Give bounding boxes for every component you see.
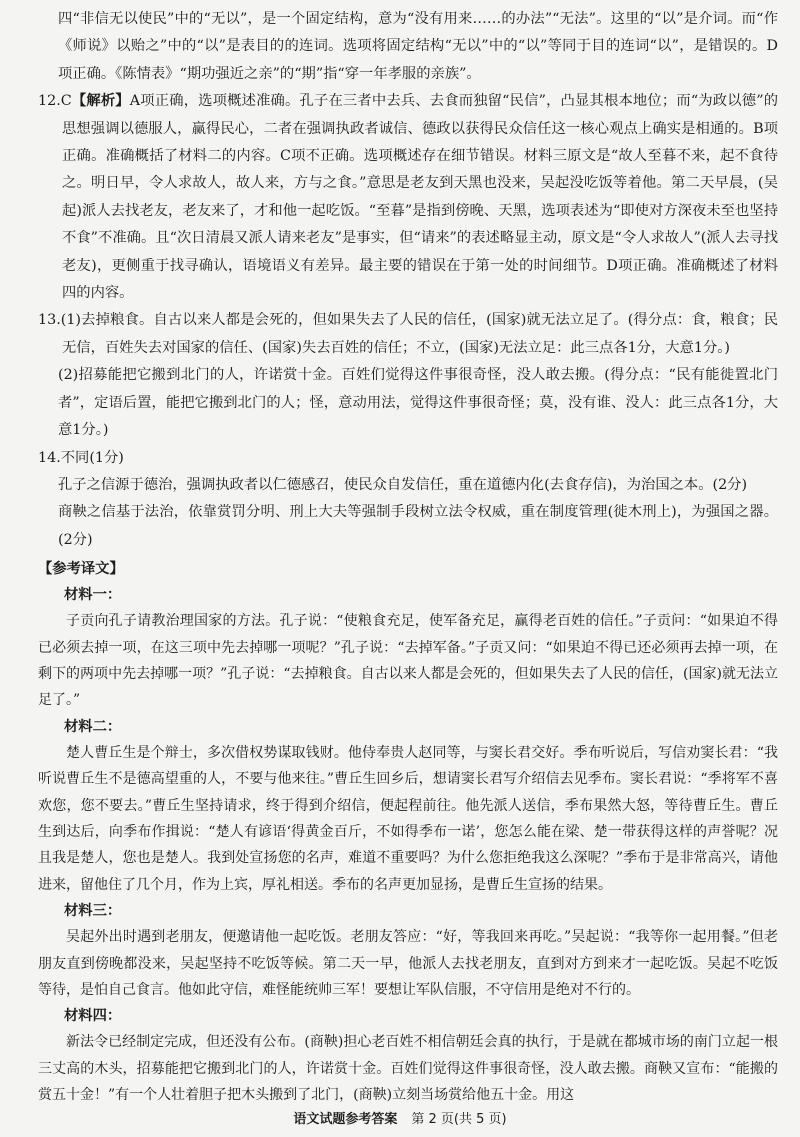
material-2-text: 楚人曹丘生是个辩士，多次借权势谋取钱财。他侍奉贵人赵同等，与窦长君交好。季布听说后，写信劝窦长君：“我听说曹丘生不是德高望重的人，不要与他来往。”曹丘生回乡后，想请窦长君写介绍信去见季布。窦长君说：“季将军不喜欢您，您不要去。”曹丘生坚持请求，终于得到介绍信，便起程前往。他先派人送信，季布果然大怒，等待曹丘生。曹丘生到达后，向季布作揖说：“楚人有谚语‘得黄金百斤，不如得季布一诺’，您怎么能在梁、楚一带获得这样的声誉呢？况且我是楚人，您也是楚人。我到处宣扬您的名声，难道不重要吗？为什么您拒绝我这么深呢？”季布于是非常高兴，请他进来，留他住了几个月，作为上宾，厚礼相送。季布的名声更加显扬，是曹丘生宣扬的结果。 <box>38 744 778 893</box>
answer-14-confucius: 孔子之信源于德治，强调执政者以仁德感召，使民众自发信任，重在道德内化(去食存信)，为治国之本。(2分) <box>58 476 748 493</box>
answer-14-shangyang: 商鞅之信基于法治，依靠赏罚分明、刑上大夫等强制手段树立法令权威，重在制度管理(徙木刑上)，为强国之器。(2分) <box>58 504 778 548</box>
answer-14: 14.不同(1分) <box>38 449 124 466</box>
page-number: 第 2 页(共 5 页) <box>411 1112 507 1127</box>
material-4-title: 材料四： <box>64 1008 122 1025</box>
answer-12 <box>38 88 778 307</box>
material-1-title: 材料一： <box>64 587 122 604</box>
material-3-title: 材料三： <box>64 903 122 920</box>
footer-title: 语文试题参考答案 <box>293 1112 398 1127</box>
answer-content <box>38 6 778 1109</box>
answer-12-text: A项正确，选项概述准确。孔子在三者中去兵、去食而独留“民信”，凸显其根本地位；而“为政以德”的思想强调以德服人，赢得民心，二者在强调执政者诚信、德政以获得民众信任这一核心观点上确实是相通的。B项正确。准确概括了材料二的内容。C项不正确。选项概述存在细节错误。材料三原文是“故人至暮不来，起不食待之。明日早，令人求故人，故人来，方与之食。”意思是老友到天黑也没来，吴起没吃饭等着他。第二天早晨，(吴起)派人去找老友，老友来了，才和他一起吃饭。“至暮”是指到傍晚、天黑，选项表述为“即使对方深夜未至也坚持不食”不准确。且“次日清晨又派人请来老友”是事实，但“请来”的表述略显主动，原文是“令人求故人”(派人去寻找老友)，更侧重于找寻确认，语境语义有差异。最主要的错误在于第一处的时间细节。D项正确。准确概述了材料四的内容。 <box>62 93 779 302</box>
material-2-title: 材料二： <box>64 718 122 735</box>
material-3-text: 吴起外出时遇到老朋友，便邀请他一起吃饭。老朋友答应：“好，等我回来再吃。”吴起说：“我等你一起用餐。”但老朋友直到傍晚都没来，吴起坚持不吃饭等候。第二天一早，他派人去找老朋友，直到对方到来才一起吃饭。吴起不吃饭等待，是怕自己食言。他如此守信，难怪能统帅三军！要想让军队信服，不守信用是绝对不行的。 <box>38 929 778 998</box>
material-4-text: 新法令已经制定完成，但还没有公布。(商鞅)担心老百姓不相信朝廷会真的执行，于是就在都城市场的南门立起一根三丈高的木头，招募能把它搬到北门的人，许诺赏十金。百姓们觉得这件事很奇怪，没人敢去搬。商鞅又宣布：“能搬的赏五十金！”有一个人壮着胆子把木头搬到了北门，(商鞅)立刻当场赏给他五十金。用这 <box>38 1034 778 1104</box>
answer-13-part-2: (2)招募能把它搬到北门的人，许诺赏十金。百姓们觉得这件事很奇怪，没人敢去搬。(得分点：“民有能徙置北门者”，定语后置，能把它搬到北门的人；怪，意动用法，觉得这件事很奇怪；莫，没有谁、没人：此三点各1分，大意1分。) <box>58 367 778 439</box>
answer-13-part-1: 13.(1)去掉粮食。自古以来人都是会死的，但如果失去了人民的信任，(国家)就无法立足了。(得分点：食，粮食；民无信，百姓失去对国家的信任、(国家)失去百姓的信任；不立，(国家)无法立足：此三点各1分，大意1分。) <box>38 312 778 356</box>
material-1-text: 子贡向孔子请教治理国家的方法。孔子说：“使粮食充足，使军备充足，赢得老百姓的信任。”子贡问：“如果迫不得已必须去掉一项，在这三项中先去掉哪一项呢？”孔子说：“去掉军备。”子贡又问：“如果迫不得已还必须再去掉一项，在剩下的两项中先去掉哪一项？”孔子说：“去掉粮食。自古以来人都是会死的，但如果失去了人民的信任，(国家)就无法立足了。” <box>38 613 778 709</box>
analysis-tag: 【解析】 <box>71 93 130 110</box>
translation-heading: 【参考译文】 <box>38 561 124 578</box>
answer-11-continued: 四“非信无以使民”中的“无以”，是一个固定结构，意为“没有用来……的办法”“无法”。这里的“以”是介词。而“作《师说》以贻之”中的“以”是表目的的连词。选项将固定结构“无以”中的“以”等同于目的连词“以”，是错误的。D项正确。《陈情表》“期功强近之亲”的“期”指“穿一年孝服的亲族”。 <box>58 11 778 82</box>
question-number: 12.C <box>38 93 72 110</box>
page-footer <box>0 1108 800 1127</box>
